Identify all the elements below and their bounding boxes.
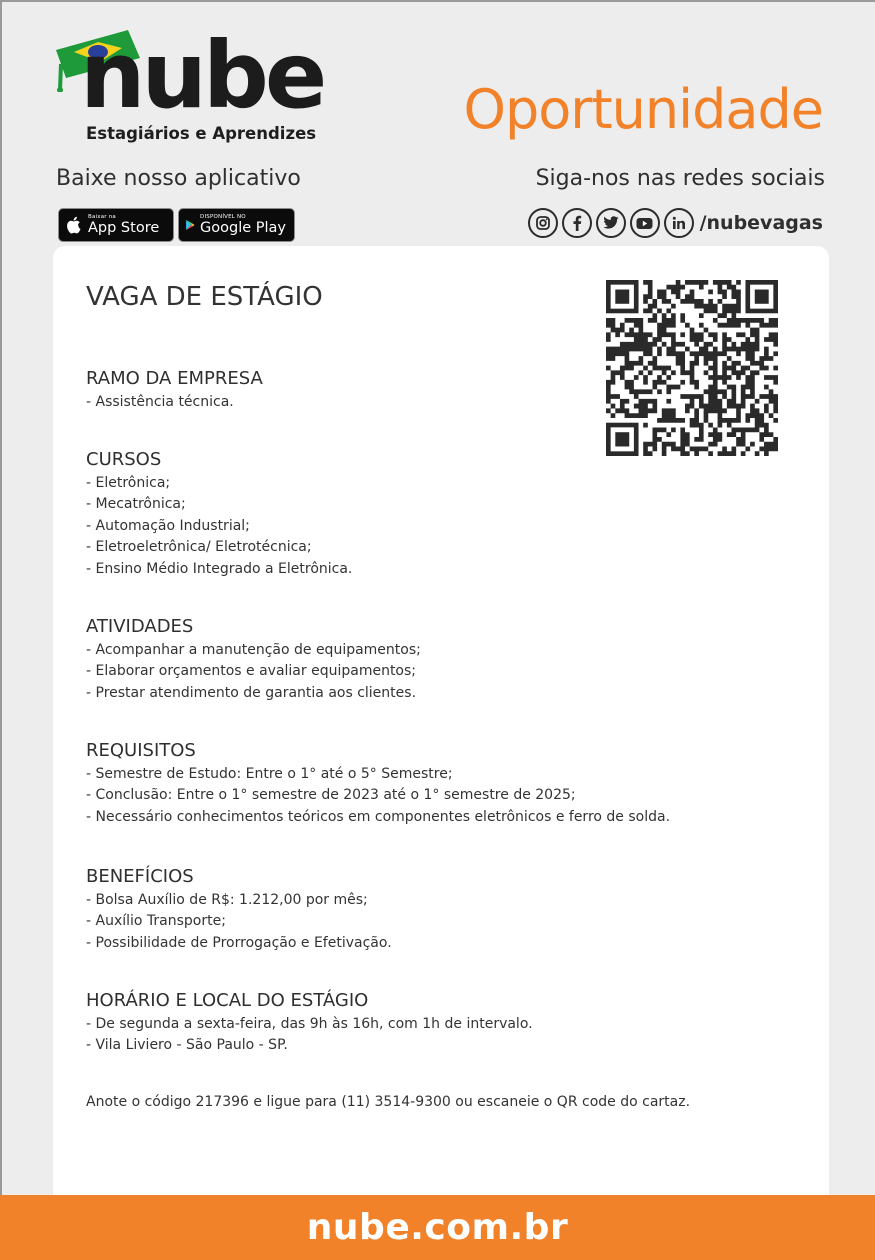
facebook-icon[interactable] [562,208,592,238]
section-title: BENEFÍCIOS [86,866,194,887]
section-line: - Conclusão: Entre o 1° semestre de 2023 até o 1° semestre de 2025; [86,787,576,804]
logo-subtitle: Estagiários e Aprendizes [86,124,317,143]
section-line: - Auxílio Transporte; [86,913,226,930]
nube-logo[interactable] [52,22,342,152]
section-line: - Bolsa Auxílio de R$: 1.212,00 por mês; [86,891,368,908]
follow-social-label: Siga-nos nas redes sociais [535,166,825,191]
app-store-label: App Store [88,220,160,236]
section-line: - Possibilidade de Prorrogação e Efetivação. [86,934,392,951]
section-line: - Acompanhar a manutenção de equipamentos; [86,641,421,658]
linkedin-icon[interactable] [664,208,694,238]
instagram-icon[interactable] [528,208,558,238]
section-line: - Automação Industrial; [86,517,250,534]
social-links [528,206,823,240]
app-store-badge[interactable] [58,208,174,242]
section-courses [86,449,786,580]
section-line: - Mecatrônica; [86,496,186,513]
section-schedule-location [86,990,786,1057]
section-line: - Necessário conhecimentos teóricos em componentes eletrônicos e ferro de solda. [86,808,671,825]
section-line: - De segunda a sexta-feira, das 9h às 16h, com 1h de intervalo. [86,1015,533,1032]
contact-note: Anote o código 217396 e ligue para (11) 3514-9300 ou escaneie o QR code do cartaz. [86,1094,691,1110]
section-title: RAMO DA EMPRESA [86,368,263,389]
section-benefits [86,866,786,954]
google-play-badge[interactable] [178,208,295,242]
qr-finder-center [615,290,629,304]
section-line: - Eletrônica; [86,474,171,491]
headline: Oportunidade [463,78,823,141]
section-line: - Vila Liviero - São Paulo - SP. [86,1037,288,1054]
apple-icon [65,215,83,235]
section-company-branch [86,368,786,413]
bottom-bar [0,1195,875,1260]
logo-word: nube [80,22,324,129]
twitter-icon[interactable] [596,208,626,238]
job-card [53,246,829,1206]
section-activities [86,616,786,704]
section-line: - Elaborar orçamentos e avaliar equipamentos; [86,663,417,680]
section-title: ATIVIDADES [86,616,194,637]
social-handle[interactable]: /nubevagas [699,212,823,234]
google-play-icon [185,215,195,235]
google-play-label: Google Play [200,220,286,236]
download-app-label: Baixe nosso aplicativo [56,166,301,191]
section-title: REQUISITOS [86,740,196,761]
section-line: - Eletroeletrônica/ Eletrotécnica; [86,539,312,556]
qr-finder-center [755,290,769,304]
section-title: CURSOS [86,449,162,470]
qr-finder-center [615,432,629,446]
section-line: - Semestre de Estudo: Entre o 1° até o 5° Semestre; [86,765,453,782]
section-line: - Ensino Médio Integrado a Eletrônica. [86,560,353,577]
app-store-small-label: Baixar na [88,213,116,220]
job-title: VAGA DE ESTÁGIO [86,282,323,312]
section-line: - Prestar atendimento de garantia aos clientes. [86,684,417,701]
section-line: - Assistência técnica. [86,393,234,410]
section-title: HORÁRIO E LOCAL DO ESTÁGIO [86,990,369,1011]
youtube-icon[interactable] [630,208,660,238]
google-play-small-label: DISPONÍVEL NO [200,213,246,220]
section-requirements [86,740,786,828]
website-link[interactable]: nube.com.br [306,1207,569,1248]
